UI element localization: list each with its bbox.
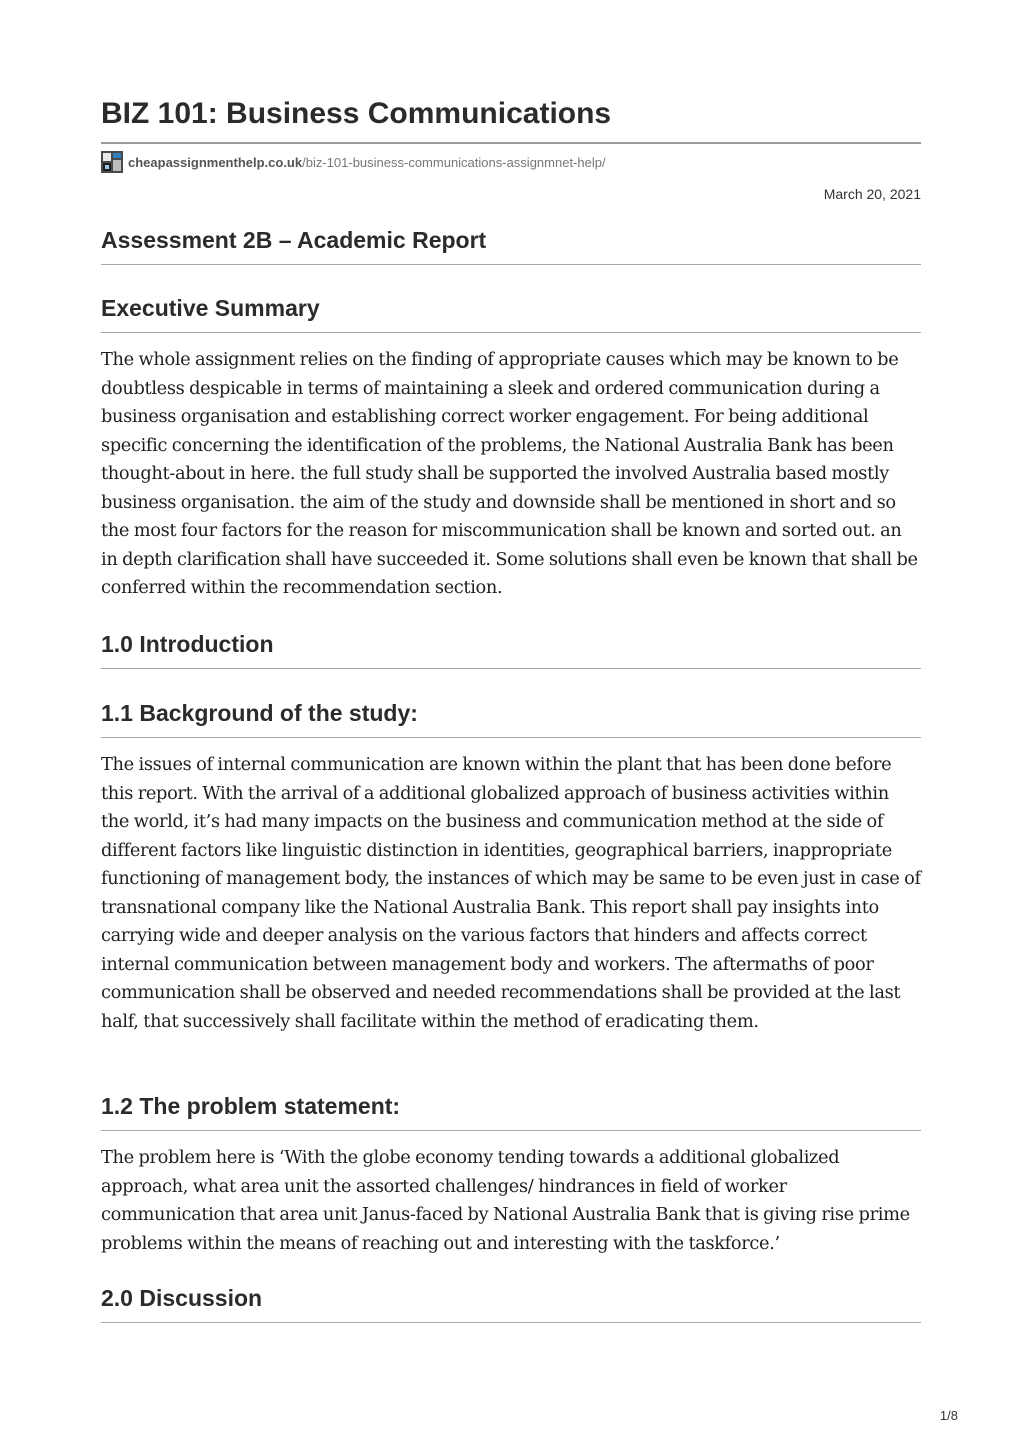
section-divider xyxy=(101,737,921,738)
section-paragraph: The whole assignment relies on the finding of appropriate causes which may be known to be doubtless despicable in terms of maintaining a sleek and ordered communication during a business organisation and establishing correct worker engagement. For being additional specific concerning the identification of the problems, the National Australia Bank has been thought-about in here. the full study shall be supported the involved Australia based mostly business organisation. the aim of the study and downside shall be mentioned in short and so the most four factors for the reason for miscommunication shall be known and sorted out. an in depth clarification shall have succeeded it. Some solutions shall even be known that shall be conferred within the recommendation section. xyxy=(101,349,918,598)
section-divider xyxy=(101,1322,921,1323)
section-heading: Executive Summary xyxy=(101,295,320,321)
section-introduction xyxy=(101,628,921,669)
source-path[interactable]: /biz-101-business-communications-assignmnet-help/ xyxy=(302,154,606,170)
section-executive-summary xyxy=(101,292,921,603)
page-number: 1/8 xyxy=(939,1408,958,1423)
section-heading: 1.1 Background of the study: xyxy=(101,700,418,726)
section-background xyxy=(101,697,921,1036)
section-problem-statement xyxy=(101,1090,921,1258)
section-heading: Assessment 2B – Academic Report xyxy=(101,227,487,253)
site-favicon-icon xyxy=(101,151,123,173)
page-title: BIZ 101: Business Communications xyxy=(101,97,612,130)
section-divider xyxy=(101,1130,921,1131)
title-divider xyxy=(101,142,921,144)
section-paragraph: The problem here is ‘With the globe economy tending towards a additional globalized approach, what area unit the assorted challenges/ hindrances in field of worker communication that area unit Janus-faced by National Australia Bank that is giving rise prime problems within the means of reaching out and interesting with the taskforce.’ xyxy=(101,1147,910,1254)
source-domain[interactable]: cheapassignmenthelp.co.uk xyxy=(128,154,303,170)
section-heading: 1.0 Introduction xyxy=(101,631,274,657)
source-url[interactable] xyxy=(101,150,606,174)
section-discussion xyxy=(101,1282,921,1323)
section-paragraph: The issues of internal communication are known within the plant that has been done before this report. With the arrival of a additional globalized approach of business activities within the world, it’s had many impacts on the business and communication method at the side of different factors like linguistic distinction in identities, geographical barriers, inappropriate functioning of management body, the instances of which may be same to be even just in case of transnational company like the National Australia Bank. This report shall pay insights into carrying wide and deeper analysis on the various factors that hinders and affects correct internal communication between management body and workers. The aftermaths of poor communication shall be observed and needed recommendations shall be provided at the last half, that successively shall facilitate within the method of eradicating them. xyxy=(101,754,921,1032)
section-divider xyxy=(101,264,921,265)
section-heading: 2.0 Discussion xyxy=(101,1285,263,1311)
section-assessment-heading xyxy=(101,224,921,265)
section-divider xyxy=(101,668,921,669)
section-heading: 1.2 The problem statement: xyxy=(101,1093,401,1119)
publish-date: March 20, 2021 xyxy=(823,186,921,202)
section-divider xyxy=(101,332,921,333)
